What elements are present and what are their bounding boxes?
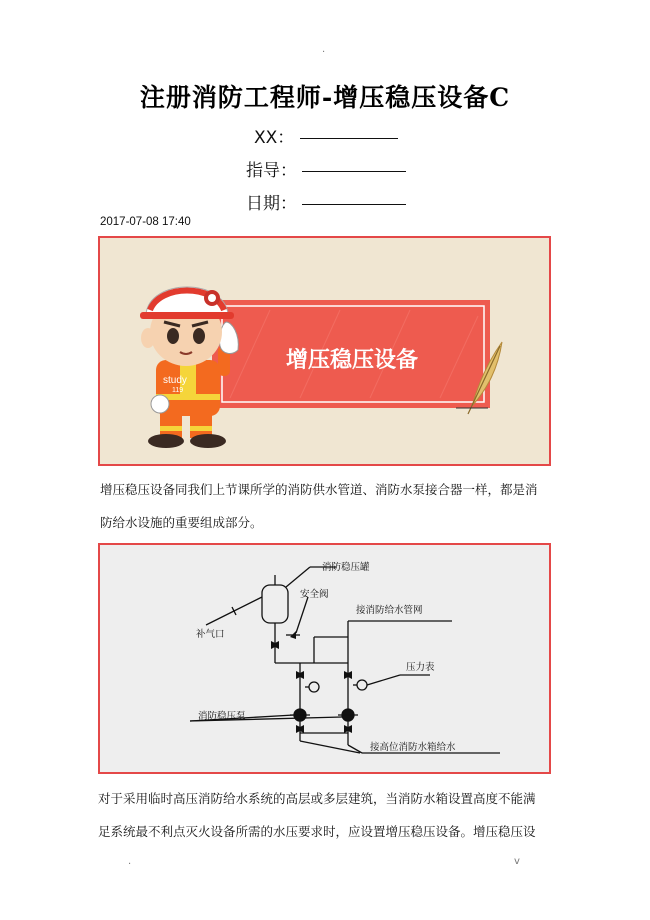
label-safety-valve: 安全阀 [300, 589, 329, 600]
page-title: 注册消防工程师-增压稳压设备C [139, 83, 511, 112]
banner-frame [98, 236, 551, 466]
mascot-badge-number: 119 [172, 387, 184, 394]
paragraph-1-line-2: 防给水设施的重要组成部分。 [100, 515, 263, 530]
label-air-inlet: 补气口 [196, 629, 225, 640]
field-xx-line[interactable] [300, 138, 398, 139]
label-pump: 消防稳压泵 [198, 711, 246, 722]
paragraph-1-line-1: 增压稳压设备同我们上节课所学的消防供水管道、消防水泵接合器一样，都是消 [100, 482, 538, 497]
field-date [246, 189, 297, 214]
field-guide-line[interactable] [302, 171, 406, 172]
diagram-frame [98, 543, 551, 774]
label-tank: 消防稳压罐 [322, 562, 370, 573]
top-dot: . [322, 44, 326, 55]
field-guide-label: 指导： [246, 161, 297, 181]
footer-mark-left: . [128, 856, 132, 867]
field-xx-label: XX： [254, 128, 295, 148]
pressure-system-diagram [100, 545, 549, 772]
paragraph-1 [100, 473, 560, 539]
field-date-label: 日期： [246, 194, 297, 214]
label-to-tank: 接高位消防水箱给水 [370, 742, 456, 753]
label-pressure-gauge: 压力表 [406, 662, 435, 673]
paragraph-2-line-2: 足系统最不利点灭火设备所需的水压要求时，应设置增压稳压设备。增压稳压设 [98, 824, 536, 839]
timestamp: 2017-07-08 17:40 [100, 216, 191, 228]
mascot-badge-text: study [163, 375, 187, 386]
paragraph-2 [98, 782, 568, 848]
label-to-network: 接消防给水管网 [356, 605, 423, 616]
field-guide [246, 156, 297, 181]
banner-text: 增压稳压设备 [286, 348, 419, 373]
paragraph-2-line-1: 对于采用临时高压消防给水系统的高层或多层建筑，当消防水箱设置高度不能满 [98, 791, 536, 806]
field-date-line[interactable] [302, 204, 406, 205]
field-xx [254, 123, 294, 148]
footer-mark-right: v [514, 856, 520, 867]
banner-image [100, 238, 549, 464]
